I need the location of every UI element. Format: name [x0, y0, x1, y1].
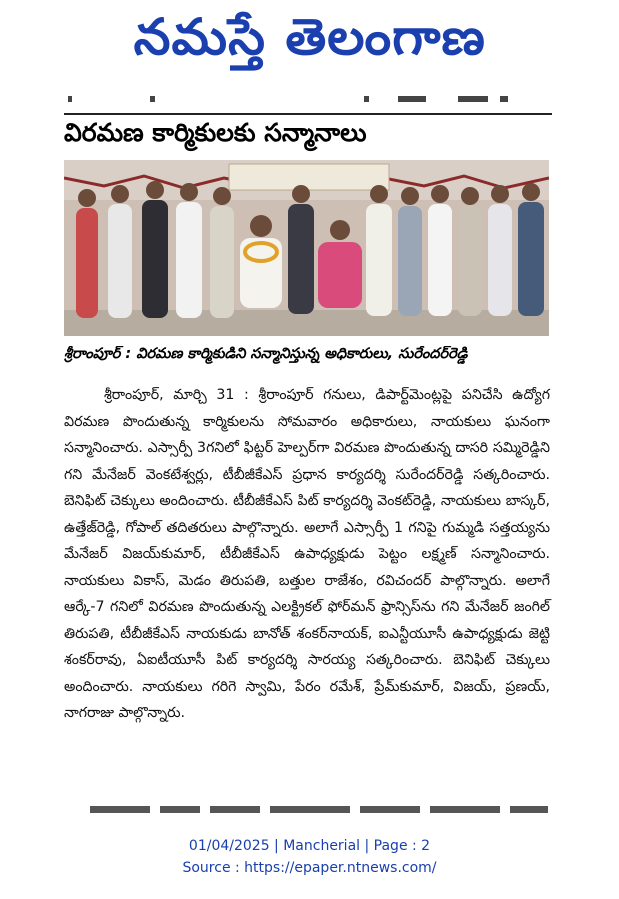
photo-caption: శ్రీరాంపూర్ : విరమణ కార్మికుడిని సన్మానిస్తున్న అధికారులు, సురేందర్‌రెడ్డి — [64, 346, 468, 362]
article-paragraph: శ్రీరాంపూర్, మార్చి 31 : శ్రీరాంపూర్ గనులు, డిపార్ట్‌మెంట్లపై పనిచేసి ఉద్యోగ విరమణ పొందుతున్న కార్మికులను సోమవారం అధికారులు, నాయకులు ఘనంగా సన్మానించారు. ఎస్సార్పీ 3గనిలో ఫిట్టర్ హెల్పర్‌గా విరమణ పొందుతున్న దాసరి సమ్మిరెడ్డిని గని మేనేజర్ వెంకటేశ్వర్లు, టీబీజీకేఎస్ ప్రధాన కార్యదర్శి సురేందర్‌రెడ్డి సత్కరించారు. బెనిఫిట్ చెక్కులు అందించారు. టీబీజీకేఎస్ పిట్ కార్యదర్శి వెంకట్‌రెడ్డి, నాయకులు బాస్కర్, ఉత్తేజ్‌రెడ్డి, గోపాల్ తదితరులు పాల్గొన్నారు. అలాగే ఎస్సార్పీ 1 గనిపై గుమ్మడి సత్తయ్యను మేనేజర్ విజయ్‌కుమార్, టీబీజీకేఎస్ ఉపాధ్యక్షుడు పెట్టం లక్ష్మణ్ సన్మానించారు. నాయకులు వికాస్, మెడం తిరుపతి, బత్తుల రాజేశం, రవిచందర్ పాల్గొన్నారు. అలాగే ఆర్కే-7 గనిలో విరమణ పొందుతున్న ఎలక్ట్రికల్ ఫోర్‌మన్ ఫ్రాన్సిస్‌ను గని మేనేజర్ జంగిల్ తిరుపతి, టీబీజీకేఎస్ నాయకుడు బానోత్ శంకర్‌నాయక్, ఐఎన్టీయూసీ ఉపాధ్యక్షుడు జెట్టి శంకర్‌రావు, ఏఐటీయూసీ పిట్ కార్యదర్శి సారయ్య సత్కరించారు. బెనిఫిట్ చెక్కులు అందించారు. నాయకులు గరిగె స్వామి, పేరం రమేశ్, ప్రేమ్‌కుమార్, విజయ్, ప్రణయ్, నాగరాజు పాల్గొన్నారు. — [64, 387, 550, 721]
next-article-fragment — [90, 804, 550, 814]
newspaper-logo: నమస్తే తెలంగాణ — [133, 7, 487, 66]
article-headline: విరమణ కార్మికులకు సన్మానాలు — [64, 118, 367, 147]
previous-article-fragment — [64, 94, 554, 106]
edition-info: 01/04/2025 | Mancherial | Page : 2 — [188, 838, 431, 854]
article-photo — [64, 160, 549, 336]
headline-top-rule — [64, 113, 552, 115]
source-link[interactable]: Source : https://epaper.ntnews.com/ — [182, 860, 437, 876]
article-body — [64, 382, 550, 727]
masthead — [60, 6, 560, 80]
group-photo-illustration — [64, 160, 549, 336]
